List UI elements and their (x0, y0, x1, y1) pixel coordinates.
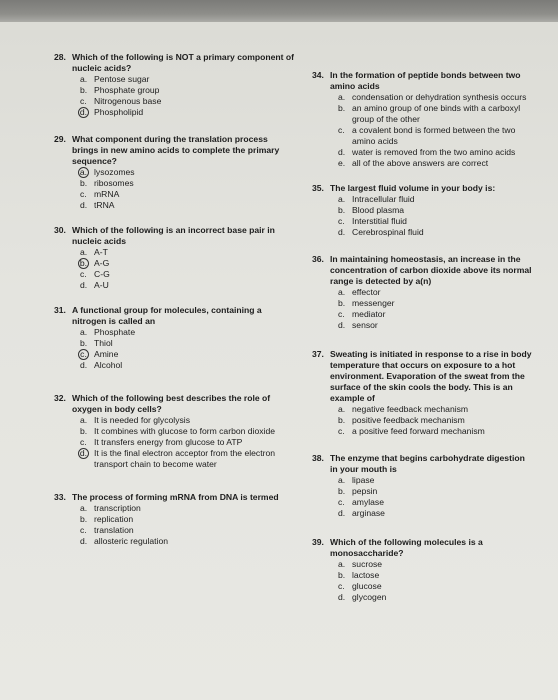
option-letter: a. (80, 327, 88, 337)
question-39 (312, 537, 534, 603)
answer-option (338, 205, 534, 216)
question-stem (54, 393, 294, 415)
answer-option (80, 178, 294, 189)
answer-options (54, 327, 294, 371)
answer-option (80, 85, 294, 96)
answer-option (80, 525, 294, 536)
answer-options (54, 74, 294, 118)
question-number: 29. (54, 134, 66, 144)
option-text: Phosphate group (94, 85, 160, 95)
option-text: arginase (352, 508, 385, 518)
option-text: glucose (352, 581, 382, 591)
option-text: A-T (94, 247, 108, 257)
question-stem (54, 225, 294, 247)
option-text: positive feedback mechanism (352, 415, 465, 425)
answer-option (338, 158, 534, 169)
answer-option (80, 503, 294, 514)
answer-option (338, 486, 534, 497)
option-text: pepsin (352, 486, 378, 496)
option-text: a positive feed forward mechanism (352, 426, 485, 436)
option-letter: b. (338, 415, 346, 425)
option-letter: a. (338, 404, 346, 414)
circled-answer-mark: b. (79, 258, 88, 268)
answer-option (338, 404, 534, 415)
question-number: 36. (312, 254, 324, 264)
question-text: Sweating is initiated in response to a rise in body temperature that occurs on exposure to a hot environment. Evaporation of the sweat from the surface of the skin cools the body. This is an example of (330, 349, 532, 403)
option-letter: a. (80, 247, 88, 257)
question-38 (312, 453, 534, 519)
option-letter: a. (80, 415, 88, 425)
option-letter: d. (338, 227, 346, 237)
question-33 (54, 492, 294, 547)
option-text: replication (94, 514, 134, 524)
question-number: 33. (54, 492, 66, 502)
option-text: Cerebrospinal fluid (352, 227, 424, 237)
question-number: 35. (312, 183, 324, 193)
option-letter: d. (80, 200, 88, 210)
option-letter: b. (338, 570, 346, 580)
option-letter: d. (338, 592, 346, 602)
option-text: Alcohol (94, 360, 123, 370)
answer-option (80, 200, 294, 211)
answer-option (338, 227, 534, 238)
option-text: Phosphate (94, 327, 136, 337)
option-text: Pentose sugar (94, 74, 150, 84)
option-letter: a. (338, 194, 346, 204)
answer-option (80, 258, 294, 269)
option-text: Blood plasma (352, 205, 405, 215)
option-letter: c. (338, 581, 345, 591)
option-letter: c. (338, 125, 345, 135)
answer-option (80, 514, 294, 525)
question-31 (54, 305, 294, 371)
answer-option (338, 194, 534, 205)
option-letter: c. (80, 189, 87, 199)
answer-option (338, 415, 534, 426)
option-letter: c. (80, 525, 87, 535)
option-letter: c. (80, 269, 87, 279)
option-letter: d. (80, 280, 88, 290)
option-letter: c. (80, 437, 87, 447)
question-text: Which of the following is an incorrect base pair in nucleic acids (72, 225, 275, 246)
question-text: Which of the following best describes the role of oxygen in body cells? (72, 393, 271, 414)
option-text: all of the above answers are correct (352, 158, 489, 168)
answer-option (338, 287, 534, 298)
circled-answer-mark: d. (79, 448, 88, 458)
option-letter: e. (338, 158, 346, 168)
option-text: ribosomes (94, 178, 134, 188)
option-letter: a. (80, 74, 88, 84)
option-text: mediator (352, 309, 386, 319)
answer-option (80, 437, 294, 448)
option-letter: b. (338, 103, 346, 113)
option-text: tRNA (94, 200, 115, 210)
answer-option (338, 559, 534, 570)
option-text: Interstitial fluid (352, 216, 407, 226)
circled-answer-mark: d. (79, 107, 88, 117)
question-text: The enzyme that begins carbohydrate digestion in your mouth is (330, 453, 525, 474)
answer-option (338, 103, 534, 125)
option-letter: b. (80, 85, 88, 95)
answer-option (80, 74, 294, 85)
answer-options (312, 559, 534, 603)
question-32 (54, 393, 294, 470)
option-text: A-G (94, 258, 110, 268)
question-stem (312, 183, 534, 194)
answer-option (80, 247, 294, 258)
answer-option (80, 448, 294, 470)
answer-option (80, 426, 294, 437)
answer-option (80, 107, 294, 118)
option-letter: c. (338, 426, 345, 436)
option-text: Intracellular fluid (352, 194, 415, 204)
answer-option (80, 349, 294, 360)
option-letter: b. (338, 298, 346, 308)
question-text: Which of the following molecules is a monosaccharide? (330, 537, 483, 558)
option-text: amylase (352, 497, 384, 507)
option-text: C-G (94, 269, 110, 279)
question-stem (54, 52, 294, 74)
option-text: sucrose (352, 559, 383, 569)
option-letter: b. (80, 514, 88, 524)
option-letter: b. (338, 205, 346, 215)
option-letter: b. (80, 426, 88, 436)
answer-option (80, 269, 294, 280)
answer-options (312, 194, 534, 238)
answer-option (338, 475, 534, 486)
circled-answer-mark: a. (79, 167, 88, 177)
option-letter: a. (338, 92, 346, 102)
option-text: Amine (94, 349, 119, 359)
answer-option (338, 508, 534, 519)
answer-option (80, 280, 294, 291)
option-text: lysozomes (94, 167, 135, 177)
option-letter: d. (338, 320, 346, 330)
answer-option (80, 189, 294, 200)
question-number: 31. (54, 305, 66, 315)
option-text: an amino group of one binds with a carboxyl group of the other (352, 103, 521, 124)
answer-options (312, 404, 534, 437)
option-text: sensor (352, 320, 378, 330)
question-stem (312, 349, 534, 404)
question-30 (54, 225, 294, 291)
option-text: A-U (94, 280, 109, 290)
option-text: Phospholipid (94, 107, 144, 117)
option-letter: a. (338, 475, 346, 485)
left-column (54, 52, 294, 560)
question-stem (54, 492, 294, 503)
option-text: It combines with glucose to form carbon dioxide (94, 426, 276, 436)
answer-option (80, 360, 294, 371)
option-text: Nitrogenous base (94, 96, 162, 106)
question-text: The largest fluid volume in your body is: (330, 183, 496, 193)
option-letter: c. (80, 96, 87, 106)
question-stem (54, 134, 294, 167)
option-text: negative feedback mechanism (352, 404, 469, 414)
question-35 (312, 183, 534, 238)
option-text: Thiol (94, 338, 113, 348)
answer-options (54, 247, 294, 291)
option-text: transcription (94, 503, 141, 513)
option-text: mRNA (94, 189, 120, 199)
option-text: condensation or dehydration synthesis occurs (352, 92, 527, 102)
answer-option (338, 320, 534, 331)
option-text: lactose (352, 570, 380, 580)
answer-options (54, 503, 294, 547)
question-text: A functional group for molecules, containing a nitrogen is called an (72, 305, 262, 326)
option-text: translation (94, 525, 134, 535)
question-37 (312, 349, 534, 437)
option-letter: a. (338, 559, 346, 569)
question-stem (312, 453, 534, 475)
option-text: water is removed from the two amino acids (352, 147, 516, 157)
answer-option (80, 415, 294, 426)
question-number: 39. (312, 537, 324, 547)
option-text: a covalent bond is formed between the two amino acids (352, 125, 516, 146)
question-text: What component during the translation process brings in new amino acids to complete the primary sequence? (72, 134, 280, 166)
question-number: 38. (312, 453, 324, 463)
answer-option (338, 592, 534, 603)
option-text: It is the final electron acceptor from the electron transport chain to become water (94, 448, 276, 469)
answer-options (54, 415, 294, 470)
circled-answer-mark: c. (78, 349, 89, 360)
answer-option (338, 125, 534, 147)
question-stem (312, 537, 534, 559)
option-text: It is needed for glycolysis (94, 415, 191, 425)
answer-option (338, 497, 534, 508)
answer-option (80, 96, 294, 107)
answer-option (80, 167, 294, 178)
question-number: 34. (312, 70, 324, 80)
question-28 (54, 52, 294, 118)
option-text: It transfers energy from glucose to ATP (94, 437, 243, 447)
option-text: glycogen (352, 592, 387, 602)
option-letter: a. (338, 287, 346, 297)
answer-option (338, 581, 534, 592)
question-stem (54, 305, 294, 327)
question-number: 28. (54, 52, 66, 62)
option-text: allosteric regulation (94, 536, 169, 546)
option-letter: d. (338, 147, 346, 157)
question-text: Which of the following is NOT a primary component of nucleic acids? (72, 52, 295, 73)
option-letter: a. (80, 503, 88, 513)
answer-options (312, 92, 534, 169)
answer-option (338, 147, 534, 158)
option-letter: b. (80, 178, 88, 188)
option-text: messenger (352, 298, 395, 308)
answer-option (338, 309, 534, 320)
answer-options (312, 475, 534, 519)
option-letter: c. (338, 497, 345, 507)
question-number: 37. (312, 349, 324, 359)
answer-option (338, 570, 534, 581)
option-text: effector (352, 287, 381, 297)
option-letter: d. (80, 360, 88, 370)
question-number: 32. (54, 393, 66, 403)
answer-option (80, 327, 294, 338)
answer-option (80, 536, 294, 547)
answer-options (312, 287, 534, 331)
right-column (312, 70, 534, 616)
question-text: In maintaining homeostasis, an increase in the concentration of carbon dioxide above its normal range is detected by a(n) (330, 254, 532, 286)
option-text: lipase (352, 475, 375, 485)
option-letter: c. (338, 309, 345, 319)
option-letter: d. (338, 508, 346, 518)
question-36 (312, 254, 534, 331)
question-text: In the formation of peptide bonds between two amino acids (330, 70, 521, 91)
option-letter: d. (80, 536, 88, 546)
answer-option (80, 338, 294, 349)
question-stem (312, 254, 534, 287)
question-29 (54, 134, 294, 211)
answer-option (338, 92, 534, 103)
answer-option (338, 298, 534, 309)
answer-option (338, 216, 534, 227)
answer-option (338, 426, 534, 437)
option-letter: b. (338, 486, 346, 496)
answer-options (54, 167, 294, 211)
question-34 (312, 70, 534, 169)
question-stem (312, 70, 534, 92)
option-letter: c. (338, 216, 345, 226)
question-number: 30. (54, 225, 66, 235)
option-letter: b. (80, 338, 88, 348)
question-text: The process of forming mRNA from DNA is termed (72, 492, 279, 502)
